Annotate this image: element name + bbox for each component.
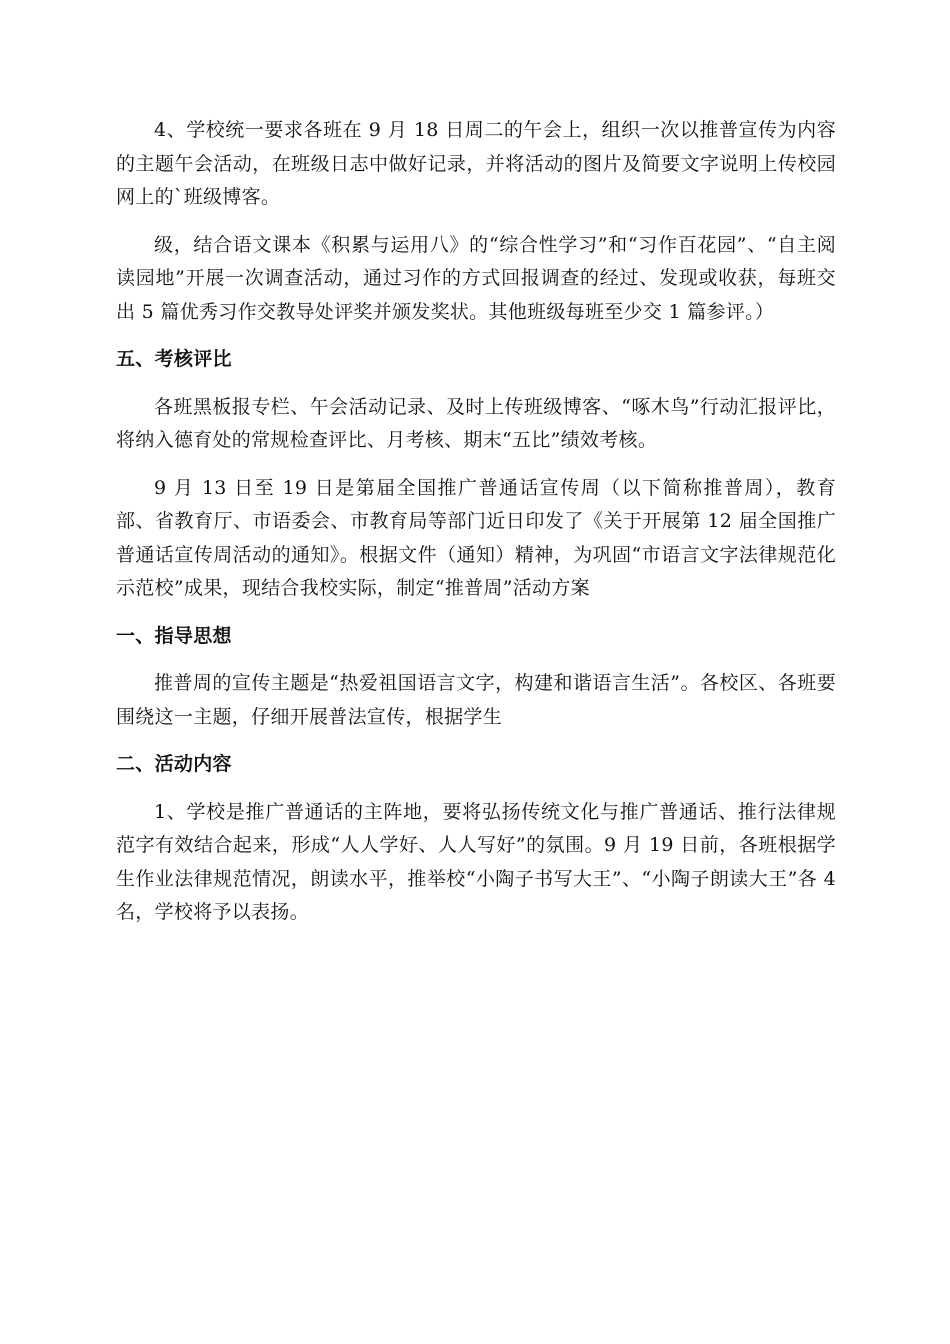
paragraph-assessment: 各班黑板报专栏、午会活动记录、及时上传班级博客、“啄木鸟”行动汇报评比，将纳入德育处的常规检查评比、月考核、期末“五比”绩效考核。 [116, 395, 836, 451]
section-heading-guiding-ideology: 一、指导思想 [116, 624, 232, 647]
paragraph-activity-1: 1、学校是推广普通话的主阵地，要将弘扬传统文化与推广普通话、推行法律规范字有效结合起来，形成“人人学好、人人写好”的氛围。9 月 19 日前，各班根据学生作业法律规范情况，朗读水平，推举校“小陶子书写大王”、“小陶子朗读大王”各 4 名，学校将予以表扬。 [116, 800, 836, 923]
paragraph-introduction: 9 月 13 日至 19 日是第届全国推广普通话宣传周（以下简称推普周），教育部、省教育厅、市语委会、市教育局等部门近日印发了《关于开展第 12 届全国推广普通话宣传周活动的通知》。根据文件（通知）精神，为巩固“市语言文字法律规范化示范校”成果，现结合我校实际，制定“推普周”活动方案 [116, 476, 836, 599]
section-heading-activities: 二、活动内容 [116, 753, 232, 775]
paragraph-theme: 推普周的宣传主题是“热爱祖国语言文字，构建和谐语言生活”。各校区、各班要围绕这一主题，仔细开展普法宣传，根据学生 [116, 672, 836, 728]
document-body [116, 114, 836, 944]
paragraph-survey-activity: 级，结合语文课本《积累与运用八》的“综合性学习”和“习作百花园”、“自主阅读园地”开展一次调查活动，通过习作的方式回报调查的经过、发现或收获，每班交出 5 篇优秀习作交教导处评奖并颁发奖状。其他班级每班至少交 1 篇参评。） [116, 233, 836, 323]
paragraph-class-requirement: 4、学校统一要求各班在 9 月 18 日周二的午会上，组织一次以推普宣传为内容的主题午会活动，在班级日志中做好记录，并将活动的图片及简要文字说明上传校园网上的`班级博客。 [116, 119, 836, 208]
section-heading-assessment: 五、考核评比 [116, 348, 232, 370]
